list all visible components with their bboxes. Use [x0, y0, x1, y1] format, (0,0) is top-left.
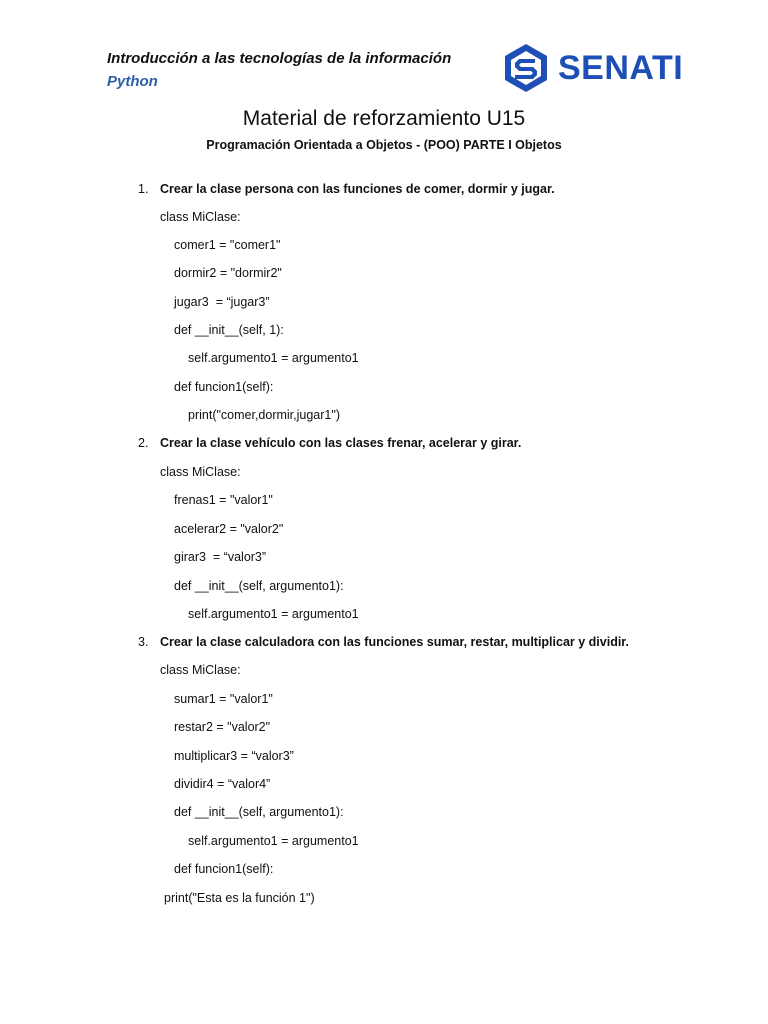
code-line: dividir4 = “valor4”	[174, 777, 271, 791]
code-line: jugar3 = “jugar3”	[174, 295, 270, 309]
code-line: acelerar2 = "valor2"	[174, 522, 284, 536]
code-line: frenas1 = "valor1"	[174, 493, 273, 507]
course-header	[107, 49, 451, 92]
code-line: class MiClase:	[160, 210, 241, 224]
code-line: self.argumento1 = argumento1	[188, 607, 359, 621]
code-line: def __init__(self, argumento1):	[174, 805, 344, 819]
code-line: print("comer,dormir,jugar1")	[188, 408, 340, 422]
page-title: Material de reforzamiento U15	[242, 107, 526, 130]
code-line: restar2 = "valor2"	[174, 720, 271, 734]
code-line: class MiClase:	[160, 465, 241, 479]
code-line: def __init__(self, argumento1):	[174, 579, 344, 593]
senati-logo	[500, 40, 688, 96]
code-line: self.argumento1 = argumento1	[188, 834, 359, 848]
code-line: sumar1 = "valor1"	[174, 692, 273, 706]
code-line: def funcion1(self):	[174, 380, 274, 394]
code-line: class MiClase:	[160, 663, 241, 677]
exercise-number: 1.	[138, 182, 149, 196]
exercise-number: 3.	[138, 635, 149, 649]
code-line: comer1 = "comer1"	[174, 238, 281, 252]
code-line: dormir2 = "dormir2"	[174, 266, 282, 280]
exercise-number: 2.	[138, 436, 149, 450]
code-line: girar3 = “valor3”	[174, 550, 267, 564]
code-line: multiplicar3 = “valor3”	[174, 749, 294, 763]
code-line: def funcion1(self):	[174, 862, 274, 876]
page-subtitle: Programación Orientada a Objetos - (POO) PARTE I Objetos	[206, 138, 562, 152]
senati-logo-icon	[500, 42, 552, 94]
course-title: Introducción a las tecnologías de la información	[107, 50, 452, 67]
exercise-question: Crear la clase persona con las funciones de comer, dormir y jugar.	[160, 182, 555, 196]
course-subject: Python	[107, 73, 158, 90]
exercise-question: Crear la clase vehículo con las clases frenar, acelerar y girar.	[160, 436, 522, 450]
logo-wordmark: SENATI	[558, 49, 684, 87]
code-line: print("Esta es la función 1")	[164, 891, 315, 905]
exercise-question: Crear la clase calculadora con las funciones sumar, restar, multiplicar y dividir.	[160, 635, 629, 649]
code-line: def __init__(self, 1):	[174, 323, 284, 337]
code-line: self.argumento1 = argumento1	[188, 351, 359, 365]
